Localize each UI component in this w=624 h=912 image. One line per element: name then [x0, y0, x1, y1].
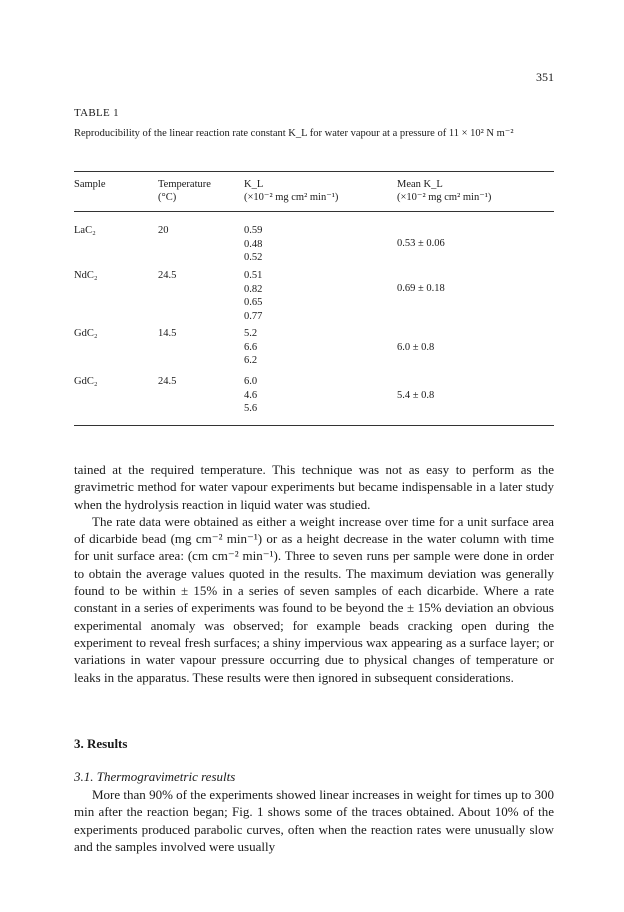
row-kl-values	[244, 224, 262, 265]
kl-value: 0.51	[244, 270, 263, 281]
kl-value: 5.6	[244, 403, 258, 414]
row-temperature: 24.5	[158, 270, 177, 281]
table-bottom-rule	[74, 425, 554, 426]
paragraph: tained at the required temperature. This technique was not as easy to perform as the gravimetric method for water vapour experiments but became indispensable in a later study when the hydrolysis reaction in liquid water was studied.	[74, 462, 554, 512]
header-mean: Mean K_L	[397, 179, 443, 190]
row-sample: GdC₂	[74, 376, 98, 387]
table-caption: Reproducibility of the linear reaction rate constant K_L for water vapour at a pressure of 11 × 10² N m⁻²	[74, 128, 514, 139]
kl-value: 0.52	[244, 252, 263, 263]
section-heading: 3. Results	[74, 736, 128, 751]
header-kl-unit: (×10⁻² mg cm² min⁻¹)	[244, 192, 339, 203]
row-mean: 0.69 ± 0.18	[397, 283, 445, 294]
row-sample: NdC₂	[74, 270, 98, 281]
header-mean-unit: (×10⁻² mg cm² min⁻¹)	[397, 192, 492, 203]
table-label: TABLE 1	[74, 107, 119, 119]
header-temperature: Temperature	[158, 179, 211, 190]
row-sample: GdC₂	[74, 328, 98, 339]
header-sample: Sample	[74, 179, 106, 190]
kl-value: 0.59	[244, 225, 263, 236]
kl-value: 6.0	[244, 376, 258, 387]
table-header-rule	[74, 211, 554, 212]
header-kl: K_L	[244, 179, 264, 190]
kl-value: 0.65	[244, 297, 263, 308]
table-top-rule	[74, 171, 554, 172]
row-temperature: 20	[158, 225, 169, 236]
row-mean: 6.0 ± 0.8	[397, 342, 435, 353]
header-temperature-unit: (°C)	[158, 192, 177, 203]
row-mean: 5.4 ± 0.8	[397, 390, 435, 401]
paragraph: The rate data were obtained as either a weight increase over time for a unit surface area of dicarbide bead (mg cm⁻² min⁻¹) or as a height decrease in the water column with time for unit surface area: (cm cm⁻² min⁻¹). Three to seven runs per sample were done in order to obtain the average values quoted in the results. The maximum deviation was generally found to be within ± 15% in a series of seven samples of each dicarbide. Where a rate constant in a series of experiments was found to be beyond the ± 15% deviation an obvious experimental anomaly was observed; for example beads cracking open during the experiment to reveal fresh surfaces; a shiny impervious wax appearing as a surface layer; or variations in water vapour pressure occurring due to physical changes of temperature or leaks in the apparatus. These results were then ignored in subsequent considerations.	[74, 513, 554, 685]
row-kl-values	[244, 327, 257, 368]
subsection-heading: 3.1. Thermogravimetric results	[74, 769, 236, 784]
row-sample: LaC₂	[74, 225, 96, 236]
body-text	[74, 461, 554, 686]
kl-value: 6.6	[244, 341, 258, 353]
kl-value: 0.77	[244, 310, 263, 322]
kl-value: 4.6	[244, 389, 258, 401]
row-kl-values	[244, 269, 262, 323]
row-temperature: 14.5	[158, 328, 177, 339]
page-number: 351	[536, 70, 554, 84]
kl-value: 0.82	[244, 283, 263, 295]
row-mean: 0.53 ± 0.06	[397, 238, 445, 249]
kl-value: 6.2	[244, 355, 258, 366]
kl-value: 5.2	[244, 328, 258, 339]
paragraph: More than 90% of the experiments showed linear increases in weight for times up to 300 min after the reaction began; Fig. 1 shows some of the traces obtained. About 10% of the experiments produced parabolic curves, often when the reaction rates were unusually slow and the samples involved were usually	[74, 787, 554, 854]
row-temperature: 24.5	[158, 376, 177, 387]
row-kl-values	[244, 375, 257, 416]
kl-value: 0.48	[244, 238, 263, 250]
